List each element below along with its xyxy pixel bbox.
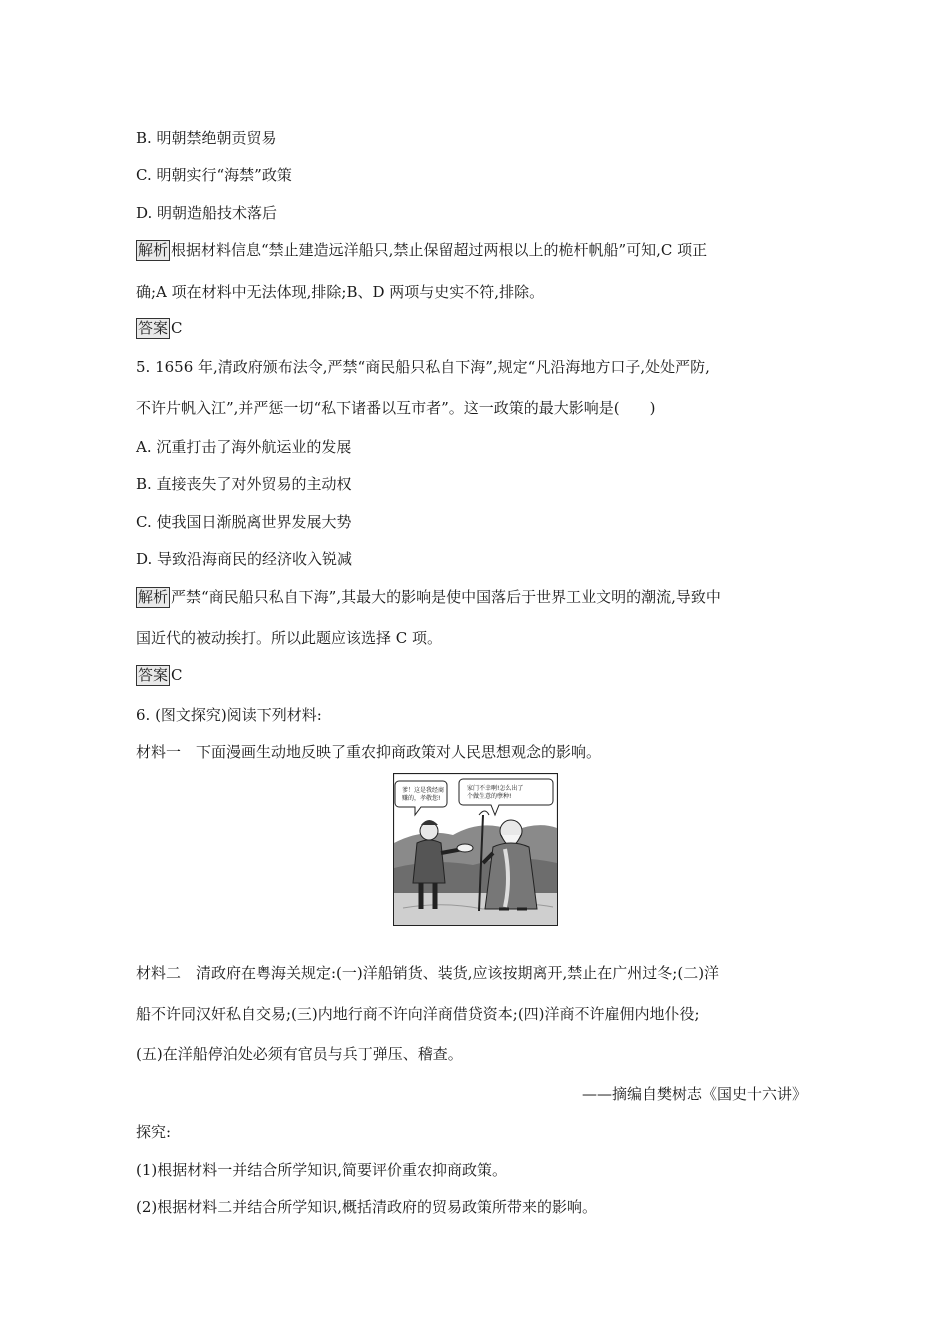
q4-answer-value: C [171,319,183,337]
q6-question-2: (2)根据材料二并结合所学知识,概括清政府的贸易政策所带来的影响。 [136,1198,598,1216]
q4-answer [136,318,183,339]
q6-stem: 6. (图文探究)阅读下列材料: [136,706,322,724]
answer-tag: 答案 [138,319,169,337]
q6-material-1: 材料一 下面漫画生动地反映了重农抑商政策对人民思想观念的影响。 [136,743,602,761]
q4-analysis-text-1: 根据材料信息“禁止建造远洋船只,禁止保留超过两根以上的桅杆帆船”可知,C 项正 [171,241,708,259]
q5-option-b: B. 直接丧失了对外贸易的主动权 [136,475,352,493]
cartoon-image [393,773,558,926]
q5-answer-value: C [171,666,183,684]
bubble-left-text: 爹！这是我经商 赚的，孝敬您! [402,787,445,802]
q6-material-2-1: 材料二 清政府在粤海关规定:(一)洋船销货、装货,应该按期离开,禁止在广州过冬;(二)洋 [136,964,720,982]
q6-source: ——摘编自樊树志《国史十六讲》 [581,1085,807,1103]
answer-tag: 答案 [138,666,169,684]
q5-analysis [136,587,721,608]
q4-option-b: B. 明朝禁绝朝贡贸易 [136,129,277,147]
q4-analysis-text-2: 确;A 项在材料中无法体现,排除;B、D 两项与史实不符,排除。 [136,283,545,301]
q6-question-1: (1)根据材料一并结合所学知识,简要评价重农抑商政策。 [136,1161,508,1179]
q4-option-d: D. 明朝造船技术落后 [136,204,278,222]
bubble-right-text: 家门不幸啊!怎么出了 个做生意的孽种! [467,785,524,800]
analysis-tag: 解析 [138,588,169,606]
q5-option-a: A. 沉重打击了海外航运业的发展 [136,438,352,456]
q5-analysis-text-1: 严禁“商民船只私自下海”,其最大的影响是使中国落后于世界工业文明的潮流,导致中 [171,588,721,606]
q5-option-c: C. 使我国日渐脱离世界发展大势 [136,513,352,531]
q5-option-d: D. 导致沿海商民的经济收入锐减 [136,550,353,568]
q4-analysis [136,240,707,261]
q6-explore: 探究: [136,1123,172,1141]
q5-analysis-text-2: 国近代的被动挨打。所以此题应该选择 C 项。 [136,629,443,647]
q6-material-2-2: 船不许同汉奸私自交易;(三)内地行商不许向洋商借贷资本;(四)洋商不许雇佣内地仆役; [136,1005,700,1023]
q5-stem-2: 不许片帆入江”,并严惩一切“私下诸番以互市者”。这一政策的最大影响是( ) [136,399,656,417]
q5-answer [136,665,183,686]
q4-option-c: C. 明朝实行“海禁”政策 [136,166,292,184]
q5-stem-1: 5. 1656 年,清政府颁布法令,严禁“商民船只私自下海”,规定“凡沿海地方口子,处处严防, [136,358,710,376]
q6-material-2-3: (五)在洋船停泊处必须有官员与兵丁弹压、稽查。 [136,1045,463,1063]
analysis-tag: 解析 [138,241,169,259]
